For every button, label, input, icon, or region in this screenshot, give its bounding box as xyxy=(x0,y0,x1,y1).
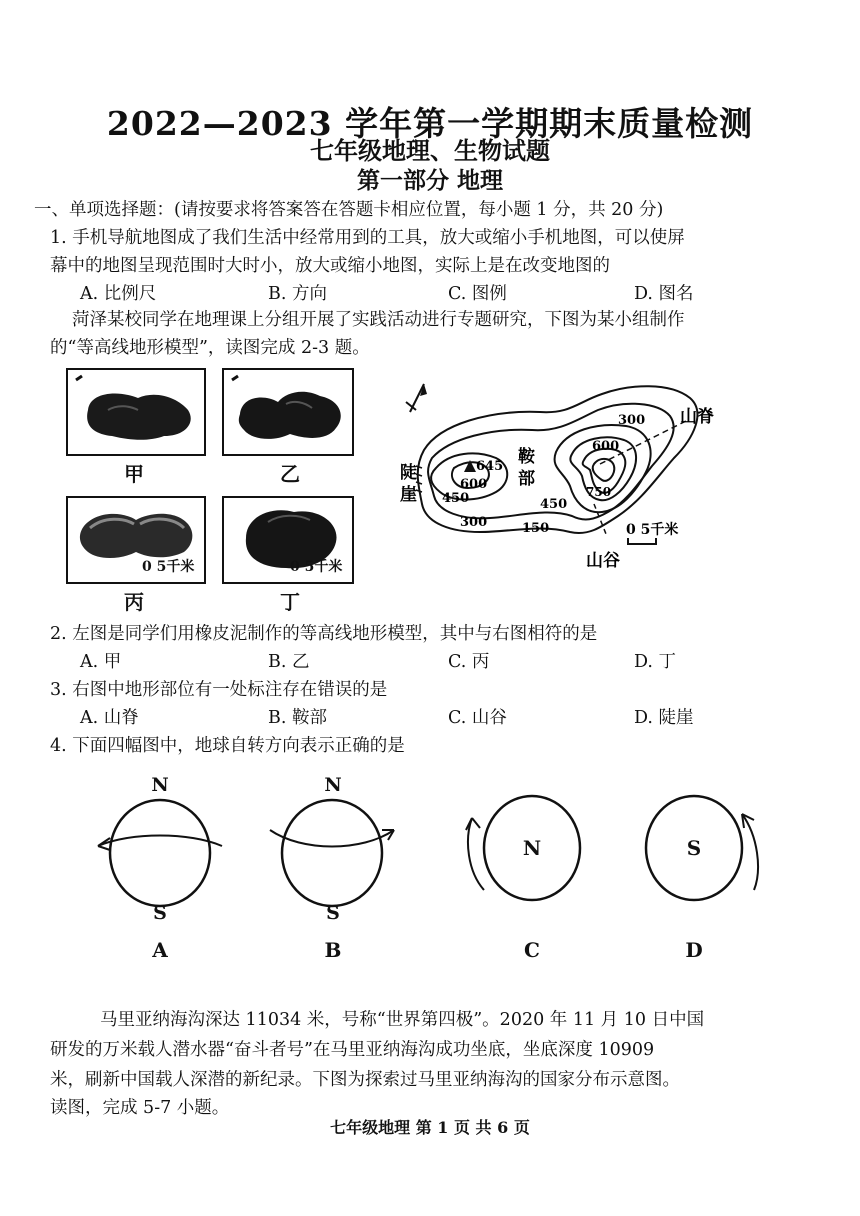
q1-option-c: C. 图例 xyxy=(448,284,507,304)
model-photo-jia xyxy=(66,368,206,456)
globe-d-center: S xyxy=(686,836,702,860)
section-heading: 一、单项选择题：(请按要求将答案答在答题卡相应位置，每小题 1 分，共 20 分) xyxy=(34,200,664,220)
q4-text: 4. 下面四幅图中，地球自转方向表示正确的是 xyxy=(50,736,405,756)
passage-line3: 米，刷新中国载人深潜的新纪录。下图为探索过马里亚纳海沟的国家分布示意图。 xyxy=(50,1070,680,1090)
label-450-left: 450 xyxy=(442,491,470,506)
globe-b xyxy=(262,798,402,908)
passage-line4: 读图，完成 5-7 小题。 xyxy=(50,1098,230,1118)
label-600-left: 600 xyxy=(460,477,488,492)
intro23-line2: 的“等高线地形模型”，读图完成 2-3 题。 xyxy=(50,338,370,358)
q1-option-d: D. 图名 xyxy=(634,284,694,304)
q3-option-b: B. 鞍部 xyxy=(268,708,327,728)
label-ridge: 山脊 xyxy=(680,407,714,427)
model-photo-yi xyxy=(222,368,354,456)
intro23-line1: 菏泽某校同学在地理课上分组开展了实践活动进行专题研究，下图为某小组制作 xyxy=(72,310,685,330)
q2-option-c: C. 丙 xyxy=(448,652,490,672)
q1-line1: 1. 手机导航地图成了我们生活中经常用到的工具，放大或缩小手机地图，可以使屏 xyxy=(50,228,685,248)
page-footer: 七年级地理 第 1 页 共 6 页 xyxy=(330,1118,530,1137)
globe-a xyxy=(90,798,230,908)
q1-option-b: B. 方向 xyxy=(268,284,327,304)
label-saddle-2: 部 xyxy=(518,469,535,489)
exam-subtitle: 七年级地理、生物试题 xyxy=(310,136,550,165)
q3-option-d: D. 陡崖 xyxy=(634,708,694,728)
globe-b-letter: B xyxy=(324,938,342,962)
globe-a-south: S xyxy=(153,902,167,924)
label-300-left: 300 xyxy=(460,515,488,530)
q2-text: 2. 左图是同学们用橡皮泥制作的等高线地形模型，其中与右图相符的是 xyxy=(50,624,598,644)
model-label-bing: 丙 xyxy=(124,590,144,614)
contour-map xyxy=(380,372,720,592)
globe-b-south: S xyxy=(326,902,340,924)
passage-line2: 研发的万米载人潜水器“奋斗者号”在马里亚纳海沟成功坐底，坐底深度 10909 xyxy=(50,1040,655,1060)
model-scale-bing: 0 5千米 xyxy=(142,559,195,575)
model-label-jia: 甲 xyxy=(124,462,144,486)
arrow-up-icon xyxy=(466,818,480,830)
exam-title: 2022—2023 学年第一学期期末质量检测 xyxy=(106,104,754,143)
passage-line1: 马里亚纳海沟深达 11034 米，号称“世界第四极”。2020 年 11 月 10 日中国 xyxy=(100,1010,705,1030)
model-scale-ding: 0 5千米 xyxy=(290,559,343,575)
label-map-scale: 0 5千米 xyxy=(626,522,679,538)
north-arrow-icon xyxy=(406,384,427,412)
label-750: 750 xyxy=(586,485,612,499)
label-peak: 645 xyxy=(476,459,504,474)
q1-option-a: A. 比例尺 xyxy=(80,284,157,304)
q2-option-a: A. 甲 xyxy=(80,652,122,672)
label-450-right: 450 xyxy=(540,497,568,512)
map-scale-bar xyxy=(628,538,656,544)
q3-option-c: C. 山谷 xyxy=(448,708,507,728)
label-saddle-1: 鞍 xyxy=(518,447,535,467)
label-300-right: 300 xyxy=(618,413,646,428)
part-title: 第一部分 地理 xyxy=(356,167,503,194)
globe-c-center: N xyxy=(522,836,542,860)
label-cliff-2: 崖 xyxy=(400,485,417,505)
q1-line2: 幕中的地图呈现范围时大时小，放大或缩小地图，实际上是在改变地图的 xyxy=(50,256,610,276)
globe-a-north: N xyxy=(151,774,169,796)
q3-option-a: A. 山脊 xyxy=(80,708,139,728)
label-valley: 山谷 xyxy=(586,551,620,571)
globe-a-letter: A xyxy=(152,938,168,962)
q2-option-b: B. 乙 xyxy=(268,652,310,672)
label-600-right: 600 xyxy=(592,439,620,454)
globe-b-north: N xyxy=(324,774,342,796)
q2-option-d: D. 丁 xyxy=(634,652,677,672)
label-150: 150 xyxy=(522,521,550,536)
globe-d-letter: D xyxy=(685,938,703,962)
q3-text: 3. 右图中地形部位有一处标注存在错误的是 xyxy=(50,680,388,700)
model-label-yi: 乙 xyxy=(280,462,300,486)
globe-c-letter: C xyxy=(524,938,540,962)
label-cliff-1: 陡 xyxy=(400,463,417,483)
model-label-ding: 丁 xyxy=(280,590,300,614)
